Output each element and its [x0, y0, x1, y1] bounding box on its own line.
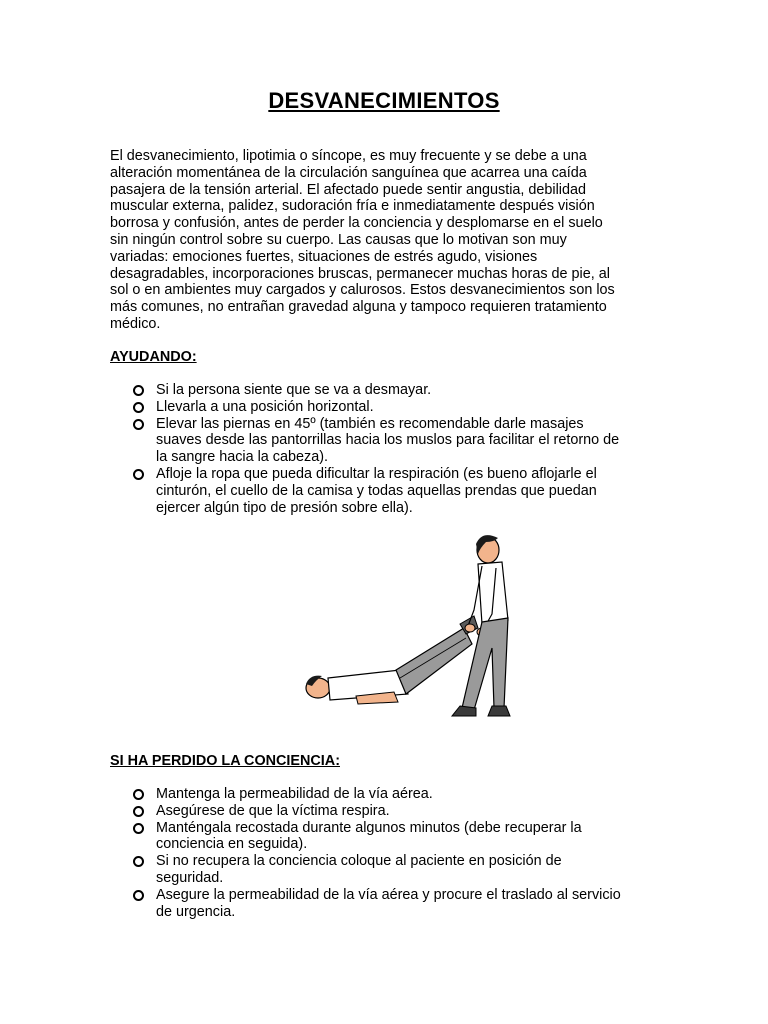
intro-line: sin ningún control sobre su cuerpo. Las causas que lo motivan son muy: [110, 231, 567, 248]
list-item: Afloje la ropa que pueda dificultar la respiración (es bueno aflojarle el cinturón, el cuello de la camisa y todas aquellas prendas que puedan ejercer algún tipo de presión sobre ella).: [133, 466, 619, 516]
list-item: Si no recupera la conciencia coloque al paciente en posición de seguridad.: [133, 853, 621, 887]
intro-line: El desvanecimiento, lipotimia o síncope, es muy frecuente y se debe a una: [110, 148, 587, 164]
conciencia-list: [133, 786, 621, 920]
circle-bullet-icon: [133, 806, 144, 817]
circle-bullet-icon: [133, 385, 144, 396]
intro-line: sol o en ambientes muy cargados y calurosos. Estos desvanecimientos son los: [110, 282, 615, 299]
circle-bullet-icon: [133, 856, 144, 867]
leg-elevation-illustration: [296, 528, 520, 724]
intro-line: muscular externa, palidez, sudoración fría e inmediatamente después visión: [110, 198, 595, 215]
circle-bullet-icon: [133, 823, 144, 834]
list-item: Asegúrese de que la víctima respira.: [133, 803, 621, 820]
list-item: Elevar las piernas en 45º (también es recomendable darle masajes suaves desde las pantorrillas hacia los muslos para facilitar el retorno de la sangre hacia la cabeza).: [133, 416, 619, 466]
circle-bullet-icon: [133, 402, 144, 413]
list-item: Manténgala recostada durante algunos minutos (debe recuperar la conciencia en seguida).: [133, 820, 621, 854]
section-heading-conciencia: SI HA PERDIDO LA CONCIENCIA:: [110, 753, 340, 769]
intro-line: pasajera de la tensión arterial. El afectado puede sentir angustia, debilidad: [110, 181, 587, 198]
intro-line: variadas: emociones fuertes, situaciones de estrés agudo, visiones: [110, 248, 538, 265]
helper-shoe: [488, 706, 510, 716]
helper-shoe: [452, 706, 476, 716]
list-item: Si la persona siente que se va a desmayar.: [133, 382, 619, 399]
helper-shirt: [478, 562, 508, 624]
helper-hand: [465, 624, 475, 632]
list-item: Llevarla a una posición horizontal.: [133, 399, 619, 416]
list-item: Mantenga la permeabilidad de la vía aérea.: [133, 786, 621, 803]
intro-line: médico.: [110, 315, 161, 332]
intro-line: más comunes, no entrañan gravedad alguna y tampoco requieren tratamiento: [110, 299, 607, 316]
circle-bullet-icon: [133, 890, 144, 901]
circle-bullet-icon: [133, 789, 144, 800]
section-heading-ayudando: AYUDANDO:: [110, 349, 197, 365]
page-title: DESVANECIMIENTOS: [268, 88, 500, 113]
intro-line: desagradables, incorporaciones bruscas, permanecer muchas horas de pie, al: [110, 265, 610, 282]
lying-person-legs: [396, 628, 472, 694]
circle-bullet-icon: [133, 419, 144, 430]
circle-bullet-icon: [133, 469, 144, 480]
intro-line: alteración momentánea de la circulación sanguínea que acarrea una caída: [110, 164, 587, 181]
intro-paragraph: [110, 148, 670, 333]
intro-line: borrosa y confusión, antes de perder la conciencia y desplomarse en el suelo: [110, 215, 603, 232]
ayudando-list: [133, 382, 619, 516]
list-item: Asegure la permeabilidad de la vía aérea y procure el traslado al servicio de urgencia.: [133, 887, 621, 921]
